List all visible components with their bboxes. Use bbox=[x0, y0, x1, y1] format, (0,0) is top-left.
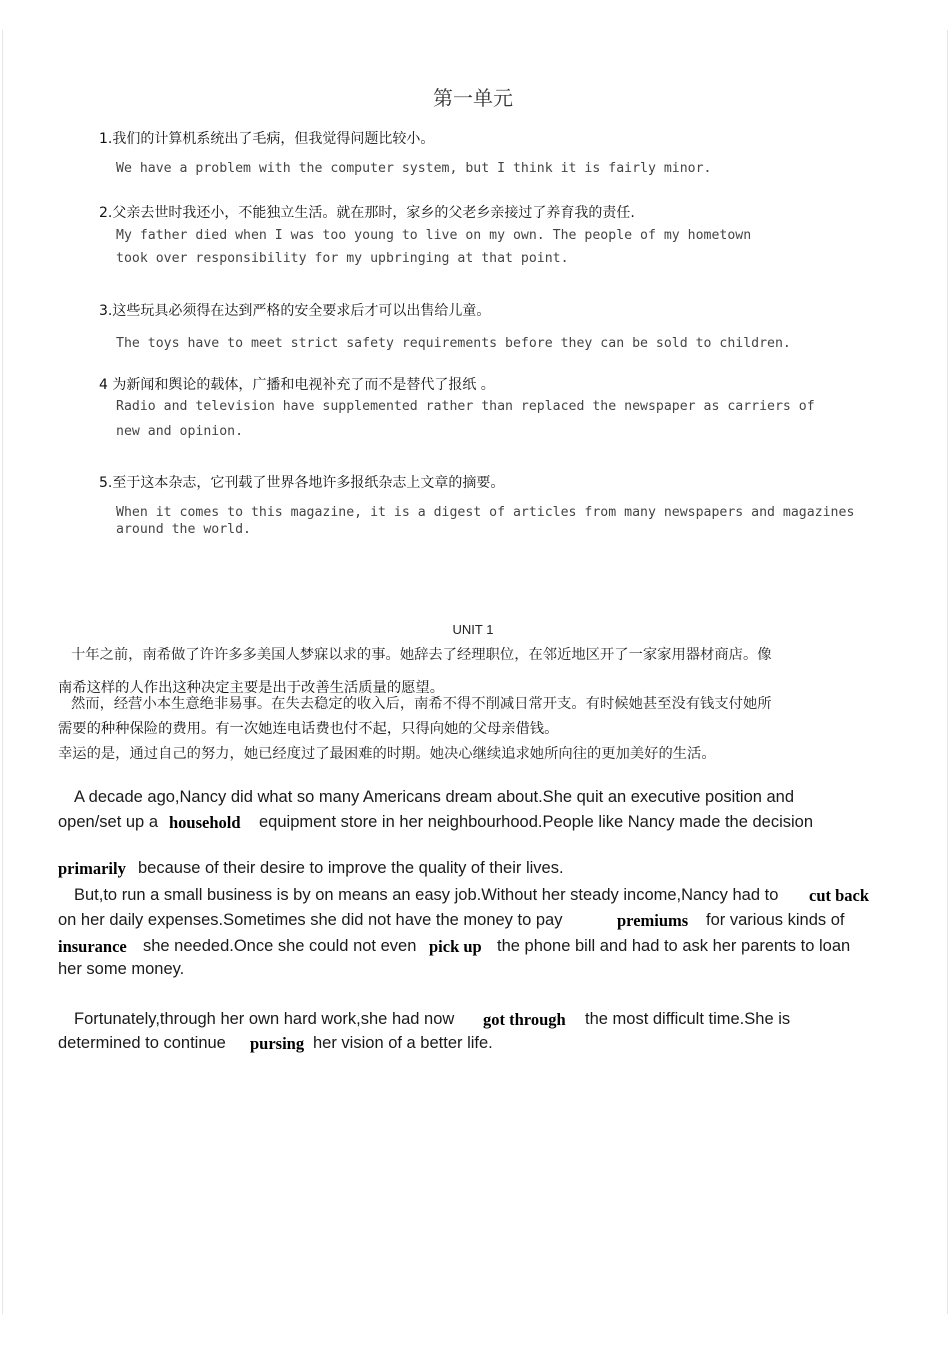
english-passage-line-8b: the most difficult time.She is bbox=[585, 1010, 791, 1028]
sentence-3-chinese: 3.这些玩具必须得在达到严格的安全要求后才可以出售给儿童。 bbox=[99, 303, 491, 319]
sentence-5-chinese: 5.至于这本杂志，它刊载了世界各地许多报纸杂志上文章的摘要。 bbox=[99, 475, 505, 491]
sentence-1-chinese: 1.我们的计算机系统出了毛病，但我觉得问题比较小。 bbox=[99, 131, 435, 147]
sentence-2-english-line-2: took over responsibility for my upbringing at that point. bbox=[116, 251, 569, 266]
sentence-1-english: We have a problem with the computer system, but I think it is fairly minor. bbox=[116, 161, 712, 176]
sentence-2-english-line-1: My father died when I was too young to live on my own. The people of my hometown bbox=[116, 228, 752, 243]
english-passage-line-1: A decade ago,Nancy did what so many Americans dream about.She quit an executive position and bbox=[74, 788, 795, 806]
chinese-passage-line-1: 十年之前，南希做了许许多多美国人梦寐以求的事。她辞去了经理职位，在邻近地区开了一家家用器材商店。像 bbox=[71, 647, 772, 663]
english-passage-line-4: But,to run a small business is by on means an easy job.Without her steady income,Nancy had to bbox=[74, 886, 779, 904]
sentence-3-english: The toys have to meet strict safety requirements before they can be sold to children. bbox=[116, 336, 791, 351]
english-passage-line-3: because of their desire to improve the quality of their lives. bbox=[138, 859, 564, 877]
english-passage-line-8a: Fortunately,through her own hard work,she had now bbox=[74, 1010, 455, 1028]
english-passage-line-9a: determined to continue bbox=[58, 1034, 226, 1052]
page-title: 第一单元 bbox=[433, 86, 513, 110]
chinese-passage-line-2: 南希这样的人作出这种决定主要是出于改善生活质量的愿望。 bbox=[58, 680, 445, 696]
sentence-4-english-line-1: Radio and television have supplemented rather than replaced the newspaper as carriers of bbox=[116, 399, 815, 414]
sentence-4-chinese: 4 为新闻和舆论的载体，广播和电视补充了而不是替代了报纸 。 bbox=[99, 377, 495, 393]
english-passage-line-2a: open/set up a bbox=[58, 813, 158, 831]
keyword-premiums: premiums bbox=[617, 911, 689, 930]
keyword-pick-up: pick up bbox=[429, 937, 482, 956]
keyword-primarily: primarily bbox=[58, 859, 126, 878]
english-passage-line-5a: on her daily expenses.Sometimes she did not have the money to pay bbox=[58, 911, 563, 929]
sentence-4-english-line-2: new and opinion. bbox=[116, 424, 244, 439]
keyword-got-through: got through bbox=[483, 1010, 566, 1029]
english-passage-line-6b: the phone bill and had to ask her parents to loan bbox=[497, 937, 851, 955]
keyword-cut-back: cut back bbox=[809, 886, 870, 905]
document-page bbox=[2, 30, 948, 1314]
chinese-passage-line-3: 然而，经营小本生意绝非易事。在失去稳定的收入后，南希不得不削减日常开支。有时候她甚至没有钱支付她所 bbox=[71, 696, 772, 712]
sentence-5-english-line-1: When it comes to this magazine, it is a digest of articles from many newspapers and magazines bbox=[116, 505, 855, 520]
chinese-passage-line-5: 幸运的是，通过自己的努力，她已经度过了最困难的时期。她决心继续追求她所向往的更加美好的生活。 bbox=[58, 746, 716, 762]
unit-heading: UNIT 1 bbox=[452, 622, 494, 637]
sentence-5-english-line-2: around the world. bbox=[116, 522, 251, 537]
sentence-2-chinese: 2.父亲去世时我还小，不能独立生活。就在那时，家乡的父老乡亲接过了养育我的责任. bbox=[99, 205, 635, 221]
english-passage-line-7: her some money. bbox=[58, 960, 185, 978]
english-passage-line-9b: her vision of a better life. bbox=[313, 1034, 493, 1052]
keyword-household: household bbox=[169, 813, 241, 832]
chinese-passage-line-4: 需要的种种保险的费用。有一次她连电话费也付不起，只得向她的父母亲借钱。 bbox=[58, 721, 559, 737]
keyword-pursing: pursing bbox=[250, 1034, 305, 1053]
english-passage-line-5b: for various kinds of bbox=[706, 911, 845, 929]
english-passage-line-2b: equipment store in her neighbourhood.People like Nancy made the decision bbox=[259, 813, 814, 831]
english-passage-line-6a: she needed.Once she could not even bbox=[143, 937, 417, 955]
keyword-insurance: insurance bbox=[58, 937, 127, 956]
